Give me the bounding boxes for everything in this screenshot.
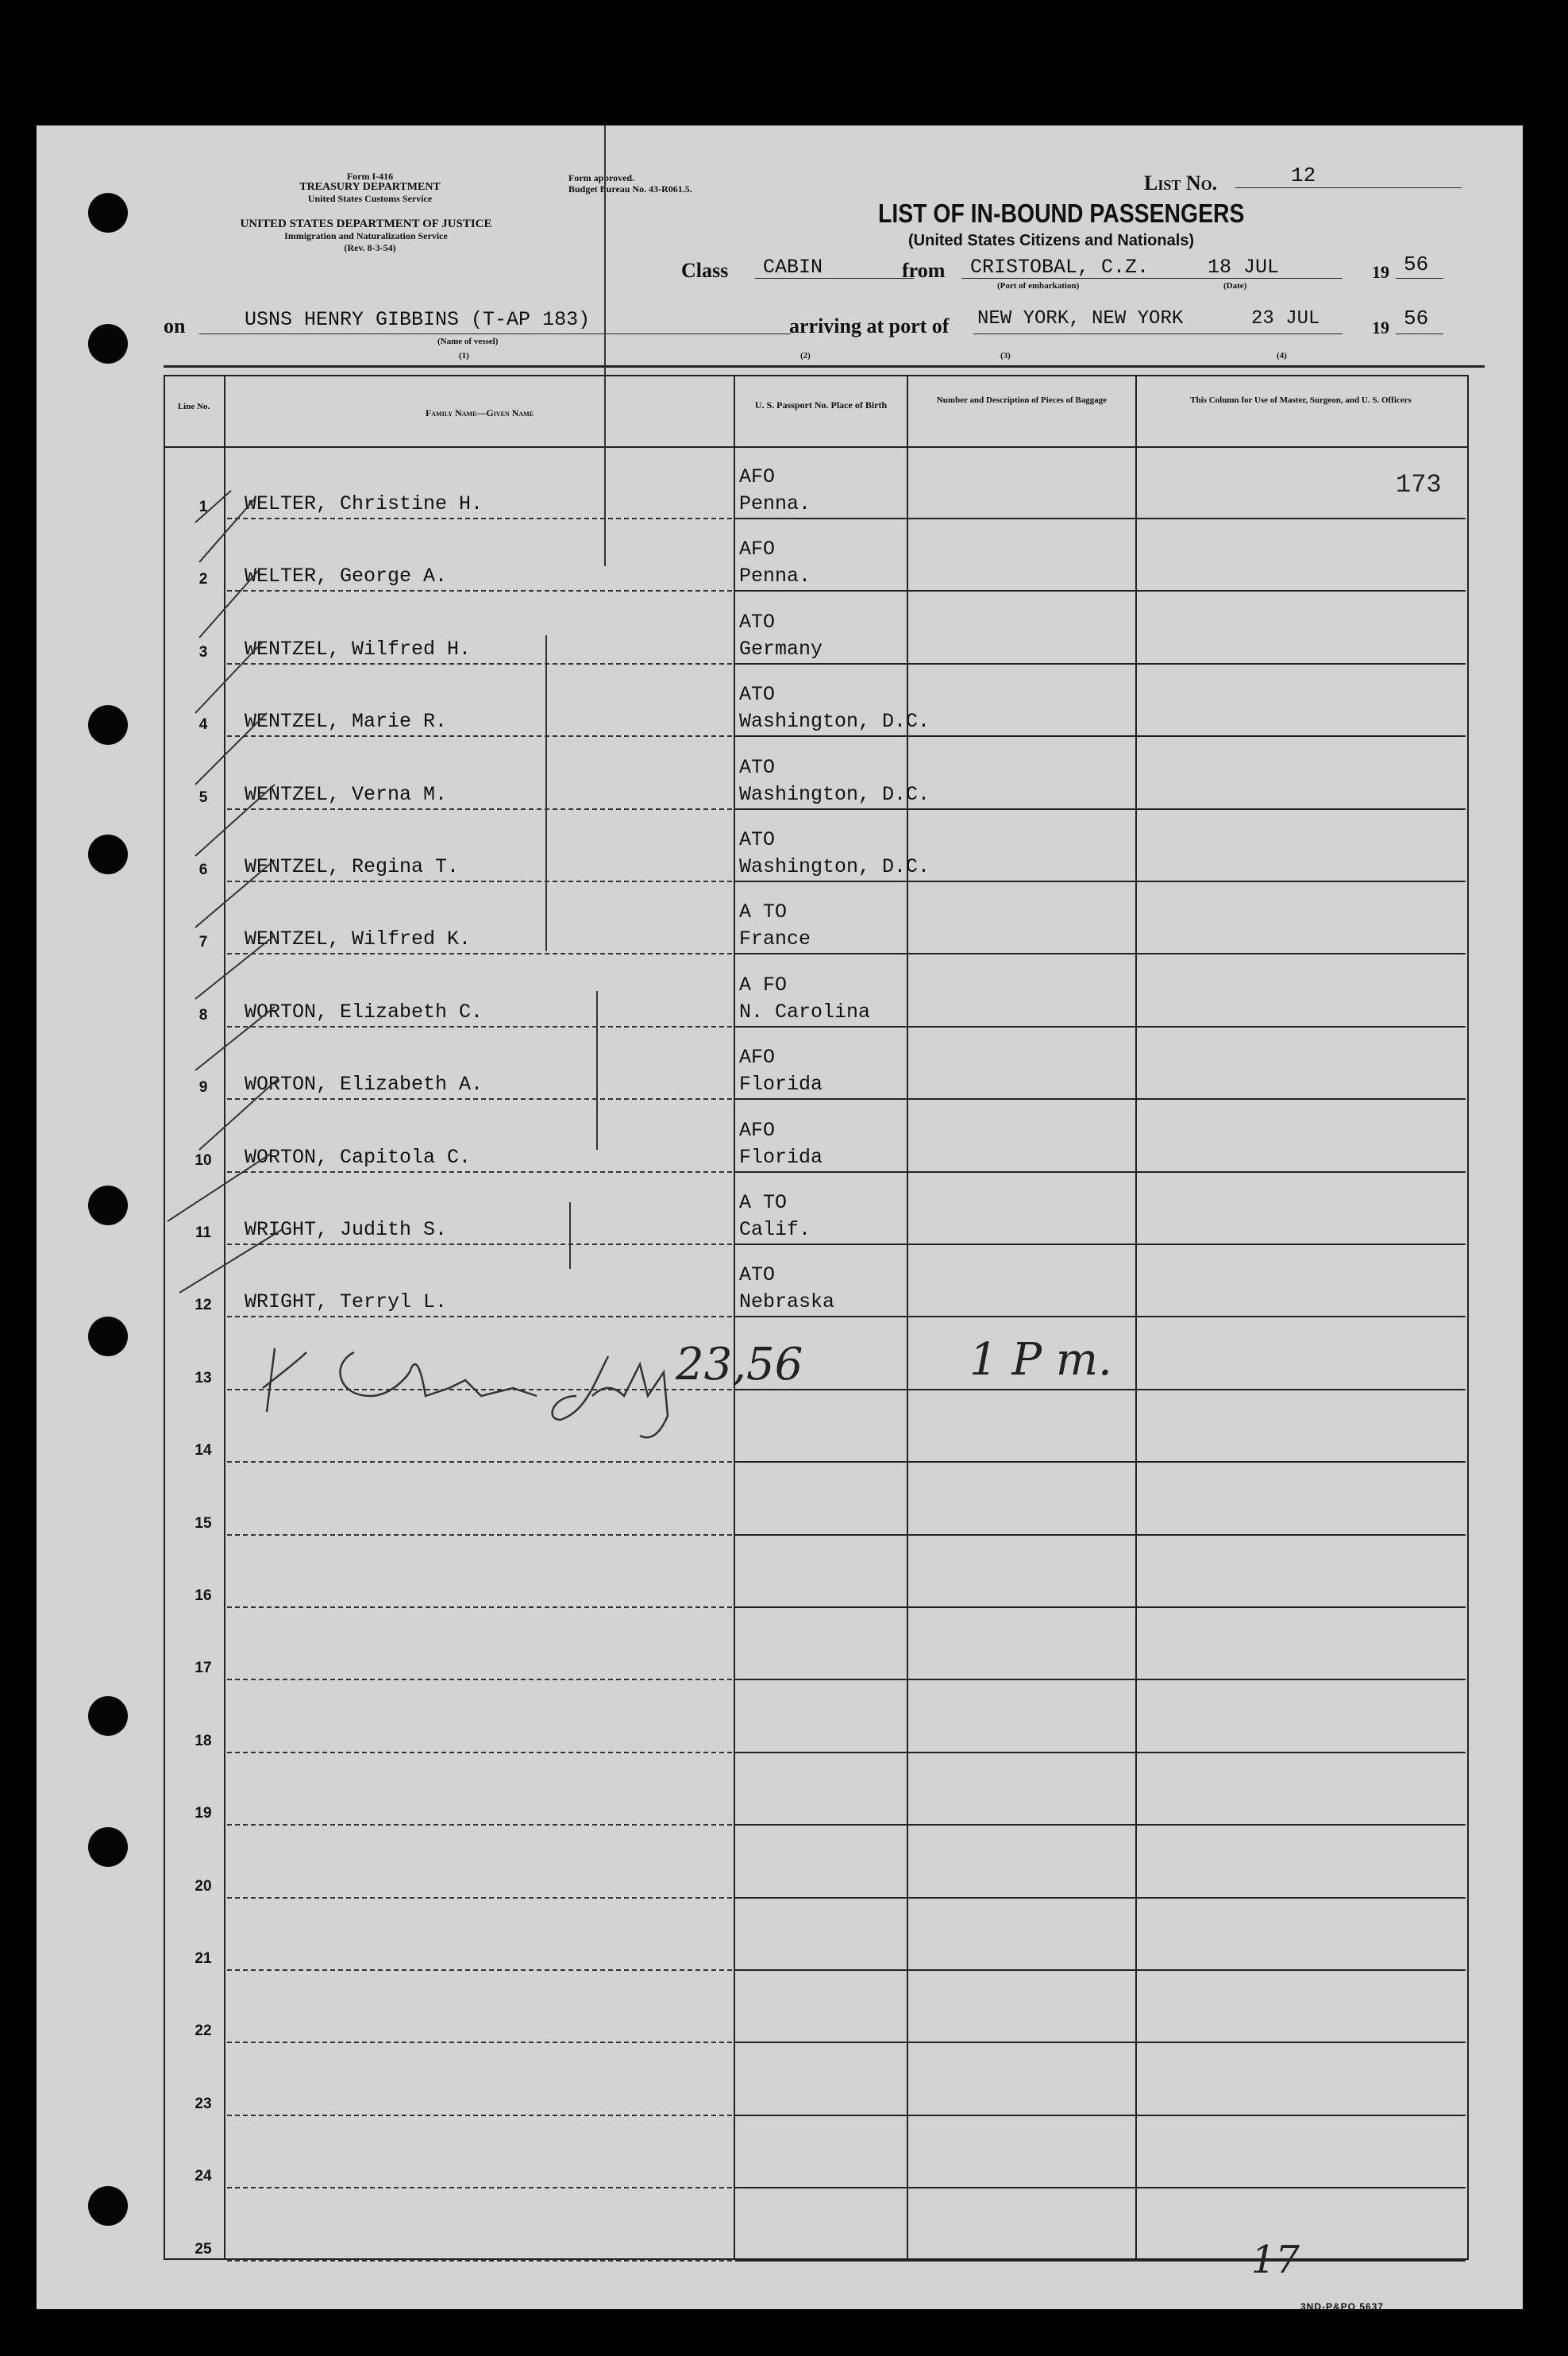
class-label: Class <box>681 259 729 282</box>
on-label: on <box>164 314 186 337</box>
row-number: 9 <box>198 1079 208 1096</box>
place-of-birth: Calif. <box>739 1218 811 1241</box>
row-number: 7 <box>198 934 208 950</box>
place-of-birth: Florida <box>739 1146 823 1169</box>
row-number: 8 <box>198 1007 208 1024</box>
row-number: 14 <box>195 1442 212 1459</box>
place-of-birth: Germany <box>739 638 823 661</box>
row-number: 25 <box>195 2241 212 2258</box>
passenger-name: WORTON, Elizabeth C. <box>245 1001 483 1024</box>
arrival-date: 23 JUL <box>1251 308 1320 330</box>
header-line-no: Line No. <box>177 402 210 411</box>
place-of-birth: N. Carolina <box>739 1001 871 1024</box>
place-of-birth: Penna. <box>739 565 811 588</box>
arriving-label: arriving at port of <box>789 314 950 337</box>
passenger-name: WENTZEL, Wilfred K. <box>245 927 472 950</box>
row-number: 19 <box>195 1805 212 1822</box>
page-stamp-number: 173 <box>1396 470 1442 499</box>
place-of-birth: Washington, D.C. <box>739 855 930 878</box>
passport-authority: A TO <box>739 900 788 924</box>
col-num-4: (4) <box>1277 351 1287 361</box>
embarkation-date: 18 JUL <box>1208 256 1280 279</box>
row-number: 4 <box>198 716 208 733</box>
ins-service: Immigration and Naturalization Service <box>284 230 448 241</box>
handwritten-tally: 17 <box>1251 2238 1300 2282</box>
passenger-name: WRIGHT, Judith S. <box>245 1218 448 1241</box>
class-value: CABIN <box>763 256 823 279</box>
place-of-birth: Nebraska <box>739 1290 835 1313</box>
col-num-2: (2) <box>800 351 811 361</box>
passport-authority: A FO <box>739 974 788 997</box>
form-revision: (Rev. 8-3-54) <box>344 242 396 253</box>
port-embarkation-caption: (Port of embarkation) <box>997 281 1080 291</box>
page-subtitle: (United States Citizens and Nationals) <box>908 232 1195 249</box>
arrival-port: NEW YORK, NEW YORK <box>977 308 1184 330</box>
row-number: 11 <box>195 1224 212 1241</box>
year-label: 19 <box>1372 262 1389 282</box>
passport-authority: AFO <box>739 1046 776 1069</box>
passenger-name: WENTZEL, Marie R. <box>245 710 448 733</box>
list-no-label: List No. <box>1144 172 1218 195</box>
passport-authority: AFO <box>739 538 776 561</box>
year2-value: 56 <box>1404 307 1429 330</box>
row-number: 1 <box>198 499 208 515</box>
header-baggage: Number and Description of Pieces of Baggage <box>936 395 1108 405</box>
row-number: 2 <box>198 571 208 588</box>
place-of-birth: Florida <box>739 1073 823 1096</box>
handwritten-checkmarks <box>37 125 1523 2309</box>
col-num-3: (3) <box>1000 351 1011 361</box>
embarkation-port: CRISTOBAL, C.Z. <box>970 256 1150 279</box>
passport-authority: ATO <box>739 828 776 851</box>
form-number: Form I-416 <box>346 171 394 182</box>
row-number: 6 <box>198 862 208 878</box>
date-caption: (Date) <box>1223 281 1247 291</box>
document-sheet <box>37 125 1523 2312</box>
passport-authority: AFO <box>739 465 776 488</box>
from-label: from <box>902 259 946 282</box>
passenger-name: WENTZEL, Regina T. <box>245 855 460 878</box>
passenger-name: WELTER, George A. <box>245 565 448 588</box>
place-of-birth: Penna. <box>739 492 811 515</box>
passenger-name: WENTZEL, Wilfred H. <box>245 638 472 661</box>
vessel-name: USNS HENRY GIBBINS (T-AP 183) <box>245 308 591 331</box>
handwritten-day: 23,56 <box>676 1339 803 1390</box>
col-num-1: (1) <box>459 351 469 361</box>
passport-authority: ATO <box>739 756 776 779</box>
passenger-name: WELTER, Christine H. <box>245 492 483 515</box>
passenger-name: WORTON, Capitola C. <box>245 1146 472 1169</box>
treasury-dept: TREASURY DEPARTMENT <box>299 181 441 193</box>
year-value: 56 <box>1404 253 1429 276</box>
passenger-name: WRIGHT, Terryl L. <box>245 1290 448 1313</box>
passport-authority: ATO <box>739 611 776 634</box>
customs-service: United States Customs Service <box>307 193 433 204</box>
header-passport: U. S. Passport No. Place of Birth <box>754 399 888 411</box>
list-no-value: 12 <box>1291 164 1316 187</box>
passport-authority: A TO <box>739 1191 788 1214</box>
year2-label: 19 <box>1372 318 1389 337</box>
row-number: 16 <box>195 1587 212 1604</box>
row-number: 5 <box>198 789 208 806</box>
printer-code: 3ND-P&PO 5637 <box>1300 2301 1385 2312</box>
budget-bureau-no: Budget Bureau No. 43-R061.5. <box>568 183 692 195</box>
row-number: 3 <box>198 644 208 661</box>
place-of-birth: Washington, D.C. <box>739 710 930 733</box>
row-number: 10 <box>195 1152 212 1169</box>
row-number: 15 <box>195 1515 212 1532</box>
row-number: 24 <box>195 2168 212 2184</box>
place-of-birth: France <box>739 927 811 950</box>
handwritten-time: 1 P m. <box>969 1334 1112 1386</box>
row-number: 17 <box>195 1660 212 1676</box>
place-of-birth: Washington, D.C. <box>739 783 930 806</box>
passport-authority: ATO <box>739 1263 776 1286</box>
header-name: Family Name—Given Name <box>425 407 534 418</box>
passenger-name: WORTON, Elizabeth A. <box>245 1073 483 1096</box>
page-title: LIST OF IN-BOUND PASSENGERS <box>878 199 1245 228</box>
row-number: 13 <box>195 1370 212 1386</box>
passenger-name: WENTZEL, Verna M. <box>245 783 448 806</box>
vessel-caption: (Name of vessel) <box>437 337 499 346</box>
passport-authority: AFO <box>739 1119 776 1142</box>
row-number: 22 <box>195 2022 212 2039</box>
row-number: 21 <box>195 1950 212 1967</box>
row-number: 23 <box>195 2096 212 2112</box>
row-number: 20 <box>195 1878 212 1895</box>
form-approved: Form approved. <box>568 172 635 183</box>
passport-authority: ATO <box>739 683 776 706</box>
row-number: 12 <box>195 1297 212 1313</box>
row-number: 18 <box>195 1733 212 1749</box>
justice-dept: UNITED STATES DEPARTMENT OF JUSTICE <box>240 218 492 230</box>
header-officers: This Column for Use of Master, Surgeon, and U. S. Officers <box>1190 395 1412 405</box>
